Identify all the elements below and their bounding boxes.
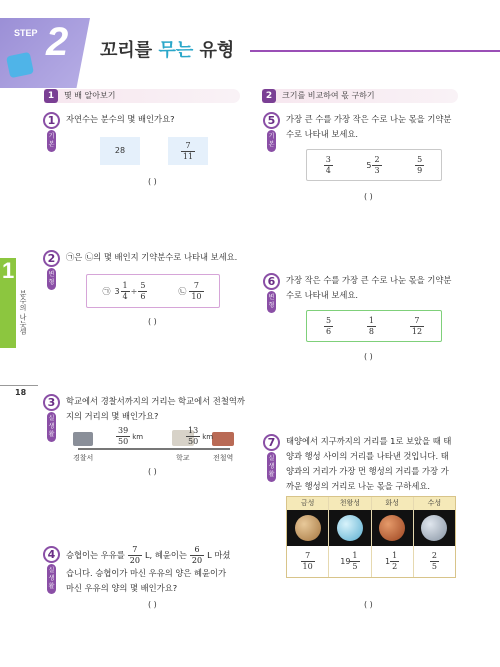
planet-col-venus: [287, 497, 329, 577]
planet-col-mars: [372, 497, 414, 577]
problem-number-7: 7: [263, 434, 280, 451]
planet-name: 금성: [287, 497, 328, 510]
section-number-2: 2: [262, 89, 276, 103]
problem-text-7-line4: 까운 행성의 거리로 나눈 몫을 구하세요.: [286, 481, 431, 491]
frac-den: 50: [188, 437, 199, 446]
frac-den: 5: [352, 562, 358, 571]
text: 승협이는 우유를: [66, 550, 125, 560]
frac-den: 50: [118, 437, 129, 446]
fraction-5-6: [138, 282, 147, 301]
a-whole: 3: [114, 286, 120, 296]
mixed-5-2-3: [366, 156, 381, 175]
frac-num: 39: [118, 426, 129, 435]
frac-num: 6: [194, 545, 200, 554]
fraction-7-10: [189, 282, 203, 301]
planet-table: [286, 496, 456, 578]
fraction-2-5: [430, 552, 439, 571]
title-part1: 꼬리를: [100, 40, 159, 61]
fraction-box-6: [306, 310, 442, 342]
title-underline: [250, 50, 500, 52]
fraction-7-20: [128, 546, 142, 565]
problem-text-7-line1: 태양에서 지구까지의 거리를 1로 보았을 때 태: [286, 436, 452, 446]
label-a: ㉠: [102, 286, 111, 296]
page-title: [100, 36, 234, 62]
frac-num: 1: [368, 315, 374, 325]
fraction-7-10: [301, 552, 315, 571]
text: L, 혜윤이는: [144, 550, 187, 560]
answer-blank-6[interactable]: ( ): [364, 352, 373, 361]
planet-image-uranus: [329, 510, 370, 546]
expression-box: [86, 274, 220, 308]
fraction-13-50: [186, 427, 200, 446]
problem-number-4: 4: [43, 546, 60, 563]
frac-num: 2: [374, 154, 380, 164]
planet-value: [372, 546, 413, 577]
planet-name: 화성: [372, 497, 413, 510]
problem-tag-7: 실생활: [267, 452, 276, 482]
fraction-5-9: [415, 156, 424, 175]
value-box-b: [168, 137, 208, 165]
frac-num: 7: [132, 545, 138, 554]
planet-name: 천왕성: [329, 497, 370, 510]
problem-tag-1: 기본: [47, 130, 56, 152]
station-building-icon: [212, 432, 234, 446]
fraction-box-5: [306, 149, 442, 181]
problem-number-2: 2: [43, 250, 60, 267]
frac-den: 8: [368, 326, 374, 336]
unit: km: [202, 432, 214, 441]
problem-tag-2: 변형: [47, 268, 56, 290]
problem-tag-4: 실생활: [47, 564, 56, 594]
frac-den: 20: [129, 556, 140, 565]
frac-den: 3: [374, 165, 380, 175]
fraction-5-6: [324, 317, 333, 336]
frac-num: 7: [305, 551, 311, 560]
title-part3: 유형: [193, 40, 235, 61]
problem-text-5-line2: 수로 나타내 보세요.: [286, 129, 359, 139]
expr-b: [178, 282, 203, 301]
problem-tag-5: 기본: [267, 130, 276, 152]
text: L 마셨: [207, 550, 231, 560]
fraction-7-12: [410, 317, 424, 336]
header-ribbon: [0, 0, 100, 10]
value-box-a: 28: [100, 137, 140, 165]
fraction-6-20: [190, 546, 204, 565]
frac-den: 12: [411, 326, 423, 336]
planet-image-venus: [287, 510, 328, 546]
frac-den: 20: [191, 556, 203, 565]
fraction-1-5: [350, 552, 359, 571]
planet-image-mars: [372, 510, 413, 546]
place-school: 학교: [176, 454, 190, 462]
problem-text-1: 자연수는 분수의 몇 배인가요?: [66, 114, 175, 124]
chapter-number: 1: [2, 258, 15, 283]
frac-num: 1: [392, 551, 398, 560]
mercury-icon: [421, 515, 447, 541]
planet-image-mercury: [414, 510, 455, 546]
whole: 19: [340, 557, 351, 566]
problem-text-4-line2: 습니다. 승협이가 마신 우유의 양은 혜윤이가: [66, 568, 227, 578]
problem-text-7-line2: 양과 행성 사이의 거리를 나타낸 것입니다. 태: [286, 451, 449, 461]
distance-2: [186, 427, 213, 446]
problem-text-4-line3: 마신 우유의 양의 몇 배인가요?: [66, 583, 178, 593]
problem-tag-6: 변형: [267, 291, 276, 313]
frac-den: 10: [302, 562, 313, 571]
page-number: 18: [15, 388, 27, 397]
unit: km: [132, 432, 144, 441]
fraction-2-3: [372, 156, 381, 175]
section-title-2: 크기를 비교하여 몫 구하기: [282, 91, 375, 100]
frac-den: 4: [325, 165, 331, 175]
problem-text-4-line1: [66, 546, 230, 565]
planet-value: [414, 546, 455, 577]
planet-value: [329, 546, 370, 577]
frac-num: 5: [140, 280, 146, 290]
problem-text-2: ㉠은 ㉡의 몇 배인지 기약분수로 나타내 보세요.: [66, 252, 238, 262]
problem-number-3: 3: [43, 394, 60, 411]
problem-number-1: 1: [43, 112, 60, 129]
section-number-1: 1: [44, 89, 58, 103]
fraction-39-50: [116, 427, 130, 446]
answer-blank-4[interactable]: ( ): [148, 600, 157, 609]
planet-value: [287, 546, 328, 577]
frac-den: 2: [392, 562, 398, 571]
fraction-1-8: [367, 317, 376, 336]
mars-icon: [379, 515, 405, 541]
label-b: ㉡: [178, 286, 187, 296]
police-building-icon: [73, 432, 93, 446]
fraction-1-2: [390, 552, 399, 571]
problem-text-5-line1: 가장 큰 수를 가장 작은 수로 나눈 몫을 기약분: [286, 114, 452, 124]
frac-den: 6: [325, 326, 332, 336]
problem-text-6-line1: 가장 작은 수를 가장 큰 수로 나눈 몫을 기약분: [286, 275, 452, 285]
frac-num: 1: [122, 280, 128, 290]
frac-num: 13: [188, 426, 199, 435]
problem-text-6-line2: 수로 나타내 보세요.: [286, 290, 359, 300]
frac-num: 2: [431, 551, 437, 560]
frac-num: 3: [325, 154, 331, 164]
frac-num: 7: [185, 140, 191, 150]
fraction-1-4: [121, 282, 130, 301]
frac-den: 10: [191, 291, 202, 301]
venus-icon: [295, 515, 321, 541]
step-label: STEP: [14, 28, 38, 38]
answer-blank-2[interactable]: ( ): [148, 317, 157, 326]
problem-text-7-line3: 양과의 거리가 가장 먼 행성의 거리를 가장 가: [286, 466, 449, 476]
step-number: 2: [46, 20, 69, 64]
whole: 1: [385, 557, 391, 566]
frac-num: 7: [193, 280, 199, 290]
expr-a: [102, 282, 147, 301]
problem-number-5: 5: [263, 112, 280, 129]
place-police: 경찰서: [73, 454, 94, 462]
frac-den: 11: [182, 151, 194, 161]
distance-line: [78, 448, 230, 450]
distance-1: [116, 427, 143, 446]
planet-col-uranus: [329, 497, 371, 577]
frac-den: 6: [140, 291, 146, 301]
uranus-icon: [337, 515, 363, 541]
frac-den: 5: [431, 562, 437, 571]
frac-num: 1: [352, 551, 358, 560]
problem-number-6: 6: [263, 273, 280, 290]
fraction-7-11: [181, 142, 195, 161]
answer-blank-5[interactable]: ( ): [364, 192, 373, 201]
frac-num: 5: [417, 154, 423, 164]
page-number-line: [0, 385, 38, 386]
problem-tag-3: 실생활: [47, 412, 56, 442]
place-station: 전철역: [213, 454, 234, 462]
frac-den: 4: [122, 291, 128, 301]
answer-blank-1[interactable]: ( ): [148, 177, 157, 186]
fraction-3-4: [324, 156, 333, 175]
section-title-1: 몇 배 알아보기: [64, 91, 116, 100]
problem-text-3: 학교에서 경찰서까지의 거리는 학교에서 전철역까지의 거리의 몇 배인가요?: [66, 396, 245, 421]
planet-name: 수성: [414, 497, 455, 510]
chapter-title: 분수의 나눗셈: [19, 290, 27, 335]
planet-col-mercury: [414, 497, 455, 577]
frac-num: 7: [414, 315, 420, 325]
frac-num: 5: [325, 315, 332, 325]
answer-blank-7[interactable]: ( ): [364, 600, 373, 609]
divide-sign: ÷: [130, 286, 138, 296]
whole: 5: [366, 160, 372, 170]
frac-den: 9: [417, 165, 423, 175]
answer-blank-3[interactable]: ( ): [148, 467, 157, 476]
title-part2: 무는: [158, 40, 194, 61]
